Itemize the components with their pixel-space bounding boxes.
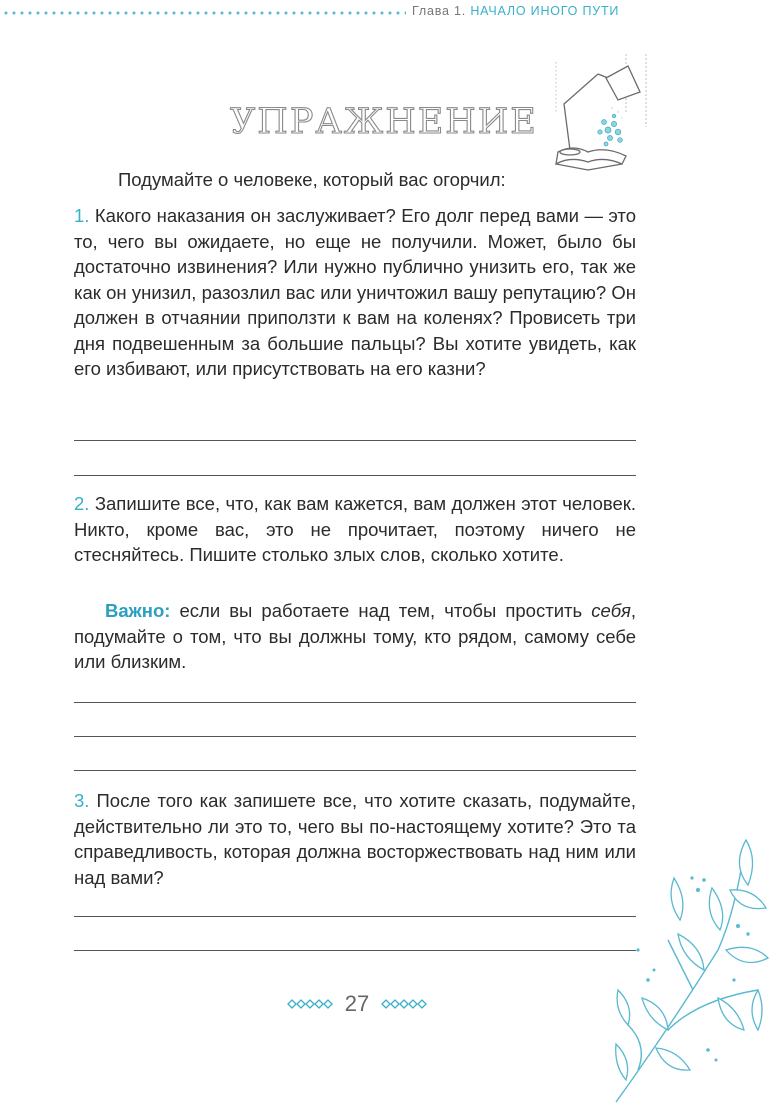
chapter-title: НАЧАЛО ИНОГО ПУТИ: [470, 4, 620, 18]
leaf-branch-illustration: [608, 830, 770, 1105]
note-text: , подумайте о том, что вы должны тому, кто рядом, самому себе или близким.: [74, 600, 636, 672]
item-text: Какого наказания он заслуживает? Его долг перед вами — это то, чего вы ожидаете, но еще не получили. Может, было бы достаточно извинения? Или нужно публично унизить его, так же как он унизил, разозлил вас или уничтожил вашу репутацию? Он должен в отчаянии приползти к вам на коленях? Провисеть три дня подвешенным за большие пальцы? Вы хотите увидеть, как его избивают, или присутствовать на его казни?: [74, 205, 636, 379]
answer-line[interactable]: [74, 770, 636, 771]
important-note: [74, 598, 636, 675]
header-dotted-rule: [2, 10, 406, 16]
page-footer: [282, 991, 432, 1017]
desk-lamp-illustration: [548, 52, 658, 182]
answer-line[interactable]: [74, 950, 636, 951]
diamond-ornament-icon: [287, 999, 333, 1009]
note-text: если вы работаете над тем, чтобы простить: [170, 600, 592, 621]
important-label: Важно:: [105, 600, 171, 621]
answer-line[interactable]: [74, 702, 636, 703]
answer-line[interactable]: [74, 440, 636, 441]
item-text: Запишите все, что, как вам кажется, вам должен этот человек. Никто, кроме вас, это не прочитает, поэтому ничего не стесняйтесь. Пишите столько злых слов, сколько хотите.: [74, 493, 637, 565]
page-number: 27: [344, 991, 370, 1016]
exercise-item-3: [74, 788, 636, 890]
running-head: [412, 4, 770, 18]
answer-line[interactable]: [74, 736, 636, 737]
intro-text: Подумайте о человеке, который вас огорчил:: [118, 169, 506, 190]
item-number: 3.: [74, 790, 90, 811]
answer-line[interactable]: [74, 916, 636, 917]
exercise-item-1: [74, 203, 636, 382]
exercise-item-2: [74, 491, 636, 568]
diamond-ornament-icon: [381, 999, 427, 1009]
note-emphasis: себя: [591, 600, 631, 621]
page-heading: УПРАЖНЕНИЕ: [230, 102, 538, 142]
chapter-label: Глава 1.: [412, 4, 467, 18]
item-number: 2.: [74, 493, 90, 514]
answer-line[interactable]: [74, 475, 636, 476]
item-number: 1.: [74, 205, 90, 226]
item-text: После того как запишете все, что хотите сказать, подумайте, действительно ли это то, чего вы по-настоящему хотите? Это та справедливость, которая должна восторжествовать над ним или над вами?: [74, 790, 637, 888]
